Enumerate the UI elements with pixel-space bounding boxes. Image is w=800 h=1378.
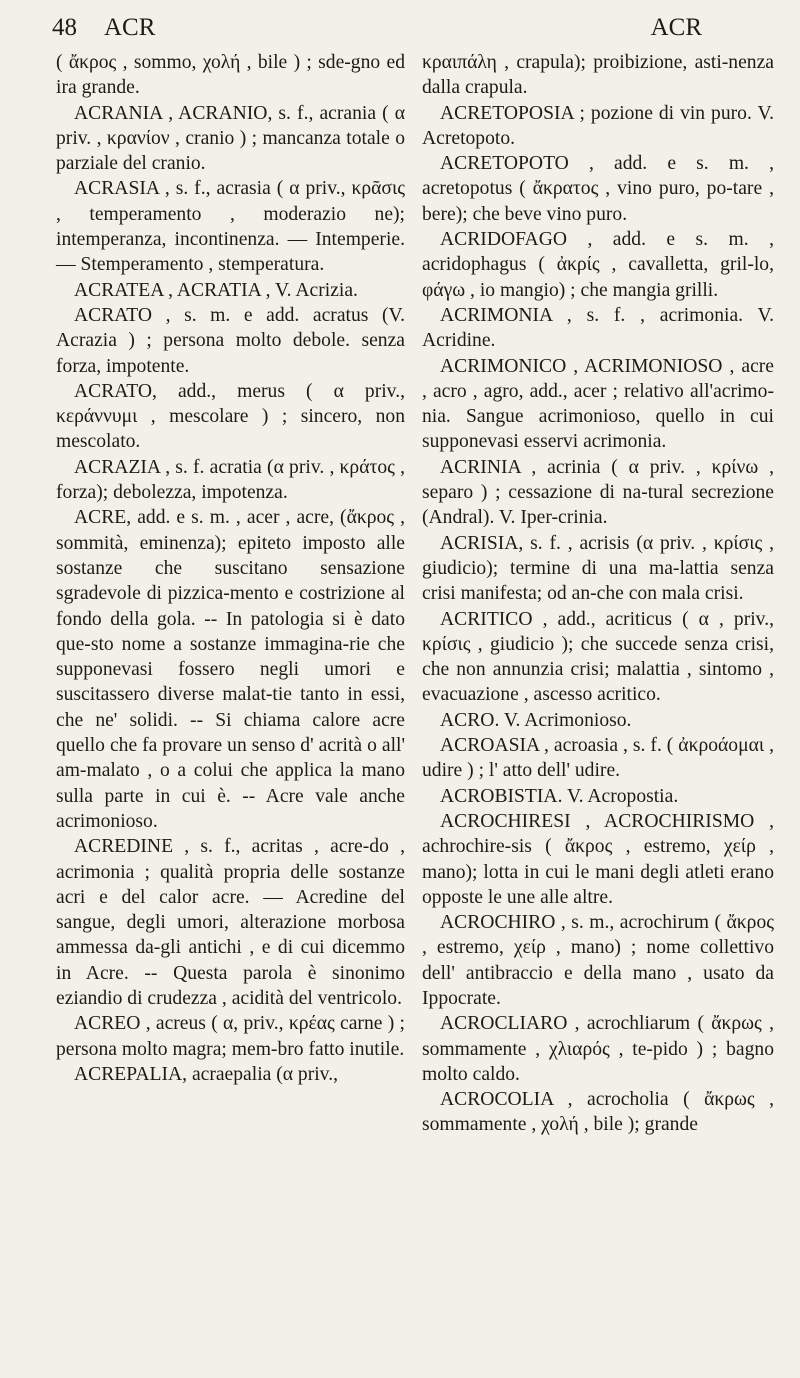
right-column: [422, 50, 774, 1138]
dictionary-entry: ACROBISTIA. V. Acropostia.: [440, 785, 679, 807]
right-running-head: ACR: [650, 14, 702, 41]
dictionary-entry: ACRAZIA , s. f. acratia (α priv. , κράτος , forza); debolezza, impotenza.: [56, 456, 405, 504]
dictionary-entry: ACROCOLIA , acrocholia ( ἄκρως , sommamente , χολή , bile ); grande: [422, 1089, 774, 1136]
dictionary-entry: ACRIMONICO , ACRIMONIOSO , acre , acro , agro, add., acer ; relativo all'acrimo-nia. Sangue acrimonioso, quello in cui supponevasi esservi acrimonia.: [422, 355, 774, 453]
page-number: 48: [52, 14, 77, 41]
dictionary-entry: ACROCHIRESI , ACROCHIRISMO , achrochire-sis ( ἄκρος , estremo, χείρ , mano); lotta in cui le mani degli atleti erano opposte le une alle altre.: [422, 810, 774, 908]
dictionary-entry: ACREPALIA, acraepalia (α priv.,: [74, 1063, 339, 1085]
dictionary-entry: ACRE, add. e s. m. , acer , acre, (ἄκρος , sommità, eminenza); epiteto imposto alle sostanze che suscitano sensazione sgradevole di pizzica-mento e costrizione al fondo della gola. -- In patologia si è dato que-sto nome a sostanze immagina-rie che supponevasi fossero negli umori e suscitassero diverse malat-tie tanto in essi, che ne' solidi. -- Si chiama calore acre quello che fa provare un senso d' acrità o all' am-malato , o a colui che applica la mano sulla parte in cui è. -- Acre vale anche acrimonioso.: [56, 507, 405, 832]
dictionary-entry: ACREO , acreus ( α, priv., κρέας carne ) ; persona molto magra; mem-bro fatto inutile.: [56, 1013, 405, 1060]
dictionary-entry: ACRITICO , add., acriticus ( α , priv., κρίσις , giudicio ); che succede senza crisi, che non annunzia crisi; malattia , sintomo , evacuazione , ascesso acritico.: [422, 608, 774, 706]
dictionary-entry: ACRATEA , ACRATIA , V. Acrizia.: [74, 279, 358, 301]
dictionary-entry: ACRETOPOTO , add. e s. m. , acretopotus ( ἄκρατος , vino puro, po-tare , bere); che beve vino puro.: [422, 153, 774, 225]
dictionary-entry: ACRINIA , acrinia ( α priv. , κρίνω , separo ) ; cessazione di na-tural secrezione (Andral). V. Iper-crinia.: [422, 456, 774, 529]
dictionary-entry: ACRIDOFAGO , add. e s. m. , acridophagus ( ἀκρίς , cavalletta, gril-lo, φάγω , io mangio) ; che mangia grilli.: [422, 229, 774, 301]
dictionary-entry: κραιπάλη , crapula); proibizione, asti-nenza dalla crapula.: [422, 52, 774, 99]
dictionary-entry: ACREDINE , s. f., acritas , acre-do , acrimonia ; qualità propria delle sostanze acri e del calor acre. — Acredine del sangue, degli umori, alterazione morbosa ammessa da-gli antichi , e di cui dicemmo in Acre. -- Questa parola è sinonimo eziandio di crudezza , acidità del ventricolo.: [56, 836, 405, 1009]
dictionary-entry: ACRISIA, s. f. , acrisis (α priv. , κρίσις , giudicio); termine di una ma-lattia senza crisi manifesta; od an-che con mala crisi.: [422, 532, 774, 605]
dictionary-entry: ACRATO, add., merus ( α priv., κεράννυμι , mescolare ) ; sincero, non mescolato.: [56, 380, 405, 453]
left-running-head: ACR: [104, 14, 156, 41]
dictionary-entry: ACRIMONIA , s. f. , acrimonia. V. Acridine.: [422, 304, 774, 352]
dictionary-entry: ACRASIA , s. f., acrasia ( α priv., κρᾶσις , temperamento , moderazio ne); intemperanza, incontinenza. — Intemperie. — Stemperamento , stemperatura.: [56, 178, 405, 276]
dictionary-entry: ( ἄκρος , sommo, χολή , bile ) ; sde-gno ed ira grande.: [56, 52, 405, 99]
dictionary-entry: ACRATO , s. m. e add. acratus (V. Acrazia ) ; persona molto debole. senza forza, impotente.: [56, 304, 405, 377]
left-column: [56, 50, 405, 1087]
dictionary-entry: ACRANIA , ACRANIO, s. f., acrania ( α priv. , κρανίον , cranio ) ; mancanza totale o parziale del cranio.: [56, 102, 405, 175]
dictionary-entry: ACRO. V. Acrimonioso.: [440, 709, 632, 731]
dictionary-entry: ACROCLIARO , acrochliarum ( ἄκρως , sommamente , χλιαρός , te-pido ) ; bagno molto caldo.: [422, 1013, 774, 1085]
dictionary-entry: ACROASIA , acroasia , s. f. ( ἀκροάομαι , udire ) ; l' atto dell' udire.: [422, 735, 774, 782]
page-header: [52, 14, 772, 48]
dictionary-entry: ACROCHIRO , s. m., acrochirum ( ἄκρος , estremo, χείρ , mano) ; nome collettivo dell' antibraccio e della mano , usato da Ippocrate.: [422, 912, 774, 1009]
dictionary-entry: ACRETOPOSIA ; pozione di vin puro. V. Acretopoto.: [422, 102, 774, 149]
